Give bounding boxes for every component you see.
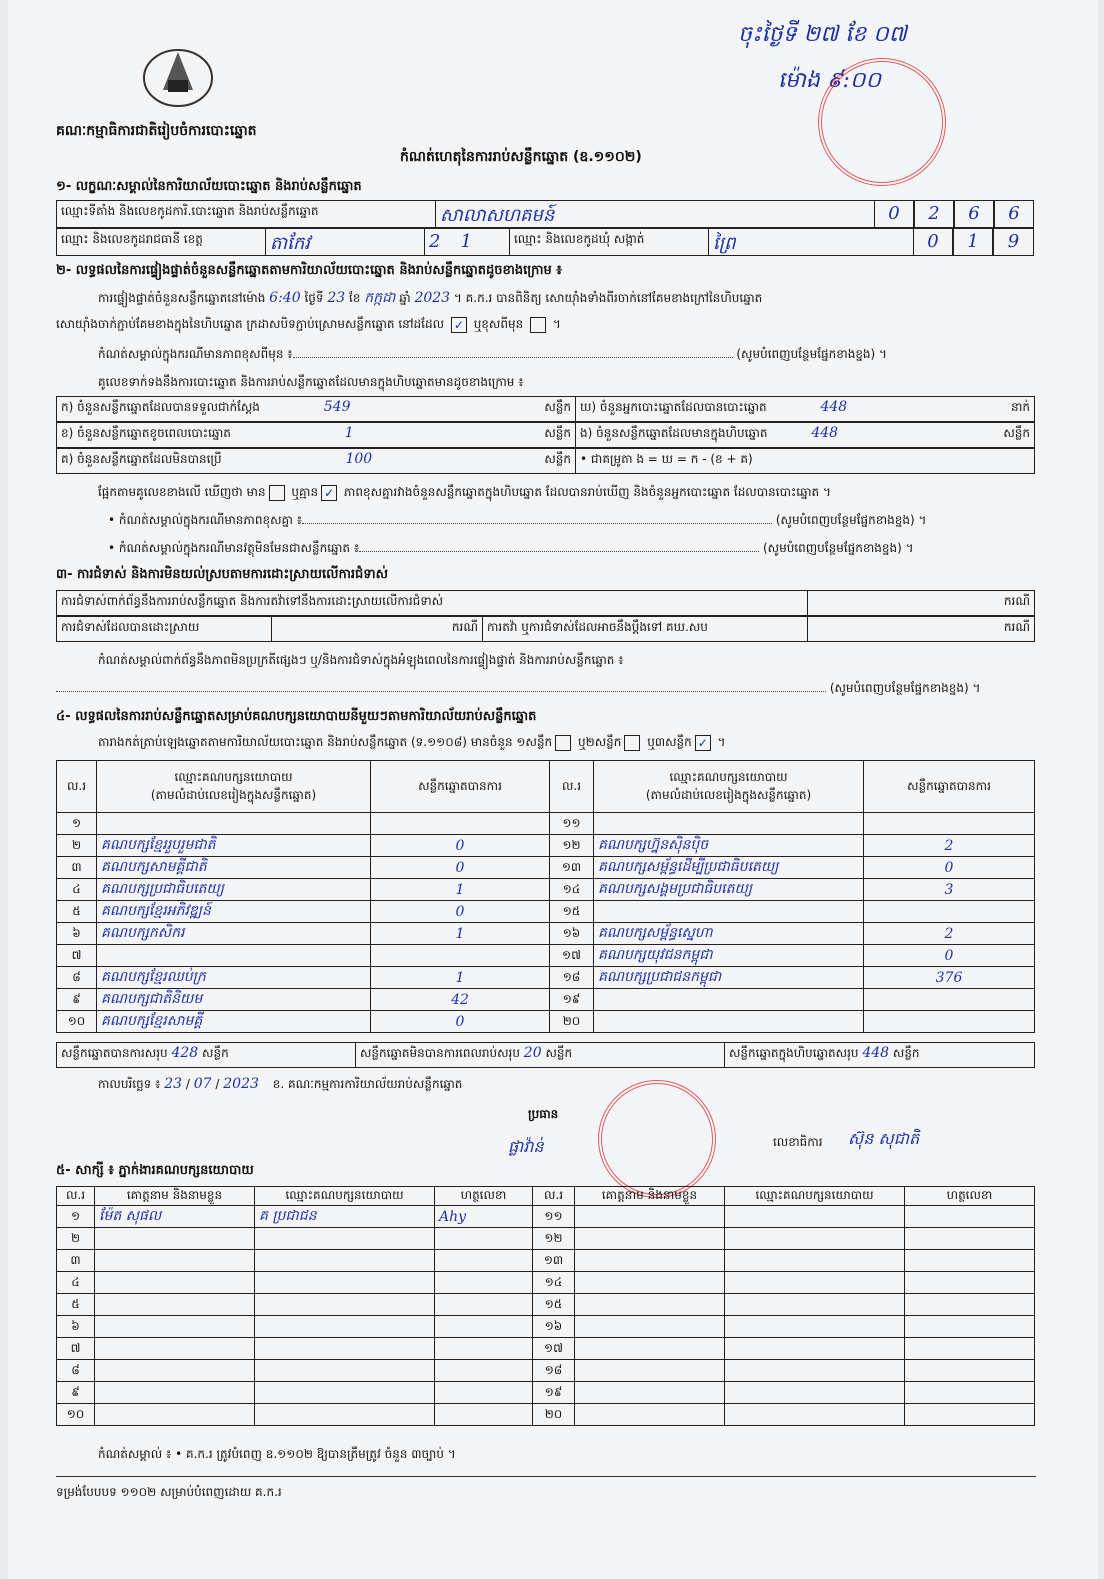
col-no: ល.រ [550, 761, 594, 813]
code-digit-1: 0 [874, 200, 914, 228]
cell-party [725, 1228, 905, 1250]
cell-party: គ ប្រជាជន [255, 1206, 435, 1228]
cell-party: គណបក្សប្រជាធិបតេយ្យ [97, 879, 371, 901]
table-row [57, 857, 550, 879]
cell-party [725, 1382, 905, 1404]
cell-no: ២០ [533, 1404, 575, 1426]
diff-yes-checkbox[interactable] [269, 485, 285, 501]
cell-no: ៣ [57, 1250, 95, 1272]
cell-party: គណបក្សកសិករ [97, 923, 371, 945]
col-no: ល.រ [57, 1187, 95, 1206]
resolved-case: ករណី [271, 616, 483, 642]
sheets-3-checkbox[interactable]: ✓ [695, 735, 711, 751]
cell-no: ១ [57, 1206, 95, 1228]
cell-no: ១៧ [550, 945, 594, 967]
row-spoiled: ខ) ចំនួនសន្លឹកឆ្នោតខូចពេលបោះឆ្នោត 1 សន្លឹក [56, 422, 576, 448]
cell-no: ៤ [57, 879, 97, 901]
check-day: 23 [327, 290, 346, 306]
cell-name: ម៉ែត សុផល [95, 1206, 255, 1228]
section5-heading: ៥- សាក្សី ៖ ភ្នាក់ងារគណបក្សនយោបាយ [56, 1163, 254, 1178]
table-row [550, 813, 1035, 835]
cell-no: ១ [57, 813, 97, 835]
table-row [57, 967, 550, 989]
row-formula: • ជាគម្រូតា ង = ឃ = ក - (ខ + គ) [575, 448, 1035, 474]
cell-no: ១៥ [550, 901, 594, 923]
cell-name [95, 1360, 255, 1382]
cell-no: ១១ [550, 813, 594, 835]
cell-name [575, 1294, 725, 1316]
date-line: កាលបរិច្ឆេទ ៖ 23 / 07 / 2023 ខ. គណៈកម្មការការិយាល័យរាប់សន្លឹកឆ្នោត [98, 1076, 463, 1092]
col-no: ល.រ [533, 1187, 575, 1206]
cell-party [97, 945, 371, 967]
committee-name: គណៈកម្មាធិការជាតិរៀបចំការបោះឆ្នោត [56, 123, 257, 139]
cell-no: ១៤ [550, 879, 594, 901]
president-signature: ផ្លាវ៉ាន់ [508, 1137, 544, 1156]
table-row [57, 835, 550, 857]
table-row [550, 989, 1035, 1011]
cell-sign [435, 1272, 533, 1294]
appeal-case: ករណី [807, 616, 1035, 642]
complaints-case: ករណី [807, 590, 1035, 616]
province-label: ឈ្មោះ និងលេខកូដរាជធានី ខេត្ត [56, 228, 266, 256]
cell-no: ២ [57, 835, 97, 857]
cell-no: ៩ [57, 1382, 95, 1404]
cell-party: គណបក្សខ្មែរឈប់ក្រ [97, 967, 371, 989]
cell-name [575, 1360, 725, 1382]
cell-votes: 376 [864, 967, 1035, 989]
cell-party [255, 1272, 435, 1294]
cell-party [725, 1294, 905, 1316]
cell-sign [435, 1360, 533, 1382]
commune-code-3: 9 [993, 228, 1034, 256]
cell-party [594, 1011, 864, 1033]
cell-no: ៥ [57, 1294, 95, 1316]
cell-name [575, 1382, 725, 1404]
ballot-count-form [8, 0, 1098, 1579]
cell-party: គណបក្សប្រជាជនកម្ពុជា [594, 967, 864, 989]
footer-note: កំណត់សម្គាល់ ៖ • គ.ក.រ ត្រូវបំពេញ ឧ.១១០២ ឱ្យបានត្រឹមត្រូវ ចំនួន ៣ច្បាប់ ។ [98, 1447, 456, 1461]
cell-no: ៥ [57, 901, 97, 923]
cell-no: ១៦ [533, 1316, 575, 1338]
cell-no: ១១ [533, 1206, 575, 1228]
col-no: ល.រ [57, 761, 97, 813]
col-votes: សន្លឹកឆ្នោតបានការ [864, 761, 1035, 813]
official-stamp-top [818, 58, 946, 186]
cell-name [95, 1228, 255, 1250]
table-row [57, 923, 550, 945]
cell-sign: Ahy [435, 1206, 533, 1228]
cell-votes: 1 [371, 879, 550, 901]
table-row [57, 1294, 1035, 1316]
cell-no: ១៣ [533, 1250, 575, 1272]
check-line-2: សោយ៉ាំងចាក់ភ្ជាប់គែមខាងក្នុងនៃហិបឆ្នោត ក្រដាសបិទភ្ជាប់ស្រោមសន្លឹកឆ្នោត នៅដដែល ✓ ឬខុសពីមុន ។ [56, 317, 561, 332]
cell-votes: 0 [864, 857, 1035, 879]
cell-no: ៧ [57, 1338, 95, 1360]
cell-no: ១៤ [533, 1272, 575, 1294]
diff-line: ផ្អែកតាមគូលេខខាងលើ ឃើញថា មាន ឬគ្មាន ✓ ភាពខុសគ្នារវាងចំនួនសន្លឹកឆ្នោតក្នុងហិបឆ្នោត ដែលបានរាប់ឃើញ និងចំនួនអ្នកបោះឆ្នោត ដែលបានបោះឆ្នោត ។ [98, 485, 831, 500]
cell-party [255, 1382, 435, 1404]
cell-votes: 42 [371, 989, 550, 1011]
cell-votes: 1 [371, 923, 550, 945]
cell-sign [435, 1382, 533, 1404]
commune-code-2: 1 [953, 228, 993, 256]
cell-name [575, 1272, 725, 1294]
cell-name [575, 1228, 725, 1250]
cell-no: ៤ [57, 1272, 95, 1294]
cell-sign [905, 1338, 1035, 1360]
check-month: កក្កដា [364, 290, 396, 306]
table-row [550, 901, 1035, 923]
check-year: 2023 [414, 290, 451, 306]
cell-no: ១៦ [550, 923, 594, 945]
cell-votes [371, 813, 550, 835]
cell-party [97, 813, 371, 835]
row-in-box: ង) ចំនួនសន្លឹកឆ្នោតដែលមានក្នុងហិបឆ្នោត 448 សន្លឹក [575, 422, 1035, 448]
cell-no: ១២ [533, 1228, 575, 1250]
cell-party [594, 901, 864, 923]
table-row [57, 1360, 1035, 1382]
form-note: ទម្រង់បែបបទ ១១០២ សម្រាប់បំពេញដោយ គ.ក.រ [56, 1485, 282, 1499]
location-label: ឈ្មោះទីតាំង និងលេខកូដការិ.បោះឆ្នោត និងរាប់សន្លឹកឆ្នោត [56, 200, 436, 228]
cell-no: ១៣ [550, 857, 594, 879]
col-party: ឈ្មោះគណបក្សនយោបាយ (តាមលំដាប់លេខរៀងក្នុងសន្លឹកឆ្នោត) [594, 761, 864, 813]
table-row [57, 1228, 1035, 1250]
cell-party: គណបក្សសម្ព័ន្ធដើម្បីប្រជាធិបតេយ្យ [594, 857, 864, 879]
cell-no: ៨ [57, 1360, 95, 1382]
cell-no: ១៧ [533, 1338, 575, 1360]
table-row [57, 989, 550, 1011]
cell-sign [905, 1404, 1035, 1426]
appeal-label: ការតវ៉ា ឬការជំទាស់ដែលអាចនឹងប្តឹងទៅ គឃ.សប [482, 616, 808, 642]
section3-heading: ៣- ការជំទាស់ និងការមិនយល់ស្របតាមការដោះស្រាយលើការជំទាស់ [56, 567, 388, 582]
cell-votes: 2 [864, 835, 1035, 857]
cell-no: ៦ [57, 1316, 95, 1338]
table-row [550, 967, 1035, 989]
cell-no: ២ [57, 1228, 95, 1250]
province-value: តាកែវ [265, 228, 425, 256]
cell-name [95, 1250, 255, 1272]
cell-no: ៨ [57, 967, 97, 989]
cell-party [594, 813, 864, 835]
cell-name [95, 1382, 255, 1404]
numbers-intro: គូលេខទាក់ទងនឹងការបោះឆ្នោត និងការរាប់សន្លឹកឆ្នោតដែលមានក្នុងហិបឆ្នោតមានដូចខាងក្រោម ៖ [98, 375, 524, 389]
row-unused: គ) ចំនួនសន្លឹកឆ្នោតដែលមិនបានប្រើ 100 សន្លឹក [56, 448, 576, 474]
cell-party [255, 1360, 435, 1382]
cell-votes: 0 [371, 857, 550, 879]
cell-no: ៩ [57, 989, 97, 1011]
nec-logo [138, 40, 218, 110]
note-diff: • កំណត់សម្គាល់ក្នុងករណីមានភាពខុសគ្នា ៖ (សូមបំពេញបន្ថែមផ្នែកខាងខ្នង) ។ [108, 513, 927, 527]
cell-party [725, 1360, 905, 1382]
cell-name [575, 1250, 725, 1272]
col-sign: ហត្ថលេខា [905, 1187, 1035, 1206]
cell-sign [435, 1294, 533, 1316]
cell-no: ២០ [550, 1011, 594, 1033]
cell-sign [435, 1404, 533, 1426]
cell-sign [905, 1206, 1035, 1228]
table-row [550, 879, 1035, 901]
cell-sign [905, 1294, 1035, 1316]
cell-name [95, 1404, 255, 1426]
cell-votes: 1 [371, 967, 550, 989]
complaints-row: ការជំទាស់ពាក់ព័ន្ធនឹងការរាប់សន្លឹកឆ្នោត និងការតវ៉ាទៅនឹងការដោះស្រាយលើការជំទាស់ [56, 590, 808, 616]
table-row [57, 1338, 1035, 1360]
row-received: ក) ចំនួនសន្លឹកឆ្នោតដែលបានទទួលជាក់ស្តែង 549 សន្លឹក [56, 396, 576, 422]
check-time: 6:40 [269, 290, 301, 306]
cell-party [594, 989, 864, 1011]
row-voters: ឃ) ចំនួនអ្នកបោះឆ្នោតដែលបានបោះឆ្នោត 448 នាក់ [575, 396, 1035, 422]
table-row [57, 879, 550, 901]
code-digit-4: 6 [994, 200, 1034, 228]
secretary-name: ស៊ុន សុជាតិ [848, 1129, 920, 1148]
sheets-2-checkbox[interactable] [624, 735, 640, 751]
col-party: ឈ្មោះគណបក្សនយោបាយ [725, 1187, 905, 1206]
col-votes: សន្លឹកឆ្នោតបានការ [371, 761, 550, 813]
form-title: កំណត់ហេតុនៃការរាប់សន្លឹកឆ្នោត (ឧ.១១០២) [400, 149, 642, 165]
cell-party [725, 1404, 905, 1426]
witness-table [56, 1186, 1035, 1426]
cell-sign [905, 1250, 1035, 1272]
top-note-line1: ចុះថ្ងៃទី ២៧ ខែ ០៧ [738, 22, 907, 47]
col-name: គោត្តនាម និងនាមខ្លួន [95, 1187, 255, 1206]
cell-party [255, 1250, 435, 1272]
total-valid: សន្លឹកឆ្នោតបានការសរុប 428 សន្លឹក [56, 1042, 356, 1068]
commune-value: ព្រៃ [708, 228, 914, 256]
table-row [550, 857, 1035, 879]
col-name: គោត្តនាម និងនាមខ្លួន [575, 1187, 725, 1206]
diff-no-checkbox[interactable]: ✓ [321, 485, 337, 501]
province-code: 21 [424, 228, 510, 256]
cell-votes [864, 1011, 1035, 1033]
section3-note-line: (សូមបំពេញបន្ថែមផ្នែកខាងខ្នង) ។ [56, 680, 1041, 698]
cell-sign [435, 1228, 533, 1250]
commune-label: ឈ្មោះ និងលេខកូដឃុំ សង្កាត់ [509, 228, 709, 256]
cell-sign [435, 1250, 533, 1272]
table-row [57, 945, 550, 967]
cell-votes [864, 901, 1035, 923]
total-invalid: សន្លឹកឆ្នោតមិនបានការពេលរាប់សរុប 20 សន្លឹក [355, 1042, 725, 1068]
cell-name [95, 1272, 255, 1294]
cell-votes: 0 [371, 901, 550, 923]
cell-sign [905, 1272, 1035, 1294]
president-label: ប្រធាន [528, 1107, 559, 1121]
cell-name [95, 1316, 255, 1338]
table-row [57, 901, 550, 923]
cell-sign [905, 1316, 1035, 1338]
cell-party [725, 1338, 905, 1360]
table-row [550, 923, 1035, 945]
table-row [550, 1011, 1035, 1033]
changed-checkbox[interactable] [530, 317, 546, 333]
table-row [57, 813, 550, 835]
cell-party: គណបក្សសម្ព័ន្ធស្នេហា [594, 923, 864, 945]
cell-no: ១០ [57, 1011, 97, 1033]
cell-no: ៣ [57, 857, 97, 879]
same-checkbox[interactable]: ✓ [451, 317, 467, 333]
cell-no: ១៩ [533, 1382, 575, 1404]
cell-votes: 2 [864, 923, 1035, 945]
cell-votes [864, 813, 1035, 835]
section4-intro: តារាងកត់ត្រាប់ឡេងឆ្នោតតាមការិយាល័យបោះឆ្នោត និងរាប់សន្លឹកឆ្នោត (ទ.១១០៨) មានចំនួន ១សន្លឹក ឬ២សន្លឹក ឬ៣សន្លឹក ✓ ។ [98, 735, 726, 750]
cell-no: ១៨ [550, 967, 594, 989]
cell-votes [371, 945, 550, 967]
cell-no: ១៩ [550, 989, 594, 1011]
section3-note: កំណត់សម្គាល់ពាក់ព័ន្ធនឹងភាពមិនប្រក្រតីផ្សេងៗ ឬ/និងការជំទាស់ក្នុងអំឡុងពេលនៃការផ្ទៀងផ្ទាត់ និងការរាប់សន្លឹកឆ្នោត ៖ [98, 653, 624, 667]
section4-heading: ៤- លទ្ធផលនៃការរាប់សន្លឹកឆ្នោតសម្រាប់គណបក្សនយោបាយនីមួយៗតាមការិយាល័យរាប់សន្លឹកឆ្នោត [56, 709, 537, 724]
cell-no: ១២ [550, 835, 594, 857]
cell-party [255, 1228, 435, 1250]
cell-sign [435, 1316, 533, 1338]
footer-rule [56, 1476, 1036, 1477]
table-row [57, 1316, 1035, 1338]
table-row [57, 1250, 1035, 1272]
section1-heading: ១- លក្ខណៈសម្គាល់នៃការិយាល័យបោះឆ្នោត និងរាប់សន្លឹកឆ្នោត [56, 179, 362, 194]
cell-party: គណបក្សហ្វ៊ុនស៊ិនប៉ិច [594, 835, 864, 857]
top-note-line2: ម៉ោង ៩:០០ [778, 68, 882, 93]
cell-name [575, 1338, 725, 1360]
cell-votes: 0 [864, 945, 1035, 967]
cell-votes: 0 [371, 1011, 550, 1033]
col-party: ឈ្មោះគណបក្សនយោបាយ [255, 1187, 435, 1206]
cell-votes: 3 [864, 879, 1035, 901]
cell-sign [905, 1382, 1035, 1404]
table-row [550, 945, 1035, 967]
table-row [57, 1404, 1035, 1426]
cell-name [575, 1206, 725, 1228]
cell-party [255, 1338, 435, 1360]
results-table-left [56, 760, 550, 1033]
code-digit-3: 6 [954, 200, 994, 228]
cell-no: ១៥ [533, 1294, 575, 1316]
cell-votes: 0 [371, 835, 550, 857]
total-box: សន្លឹកឆ្នោតក្នុងហិបឆ្នោតសរុប 448 សន្លឹក [724, 1042, 1035, 1068]
col-party: ឈ្មោះគណបក្សនយោបាយ (តាមលំដាប់លេខរៀងក្នុងសន្លឹកឆ្នោត) [97, 761, 371, 813]
cell-party: គណបក្សសាមគ្គីជាតិ [97, 857, 371, 879]
cell-party: គណបក្សយុវជនកម្ពុជា [594, 945, 864, 967]
note-changed: កំណត់សម្គាល់ក្នុងករណីមានភាពខុសពីមុន ៖ (សូមបំពេញបន្ថែមផ្នែកខាងខ្នង) ។ [98, 347, 887, 361]
table-row [57, 1206, 1035, 1228]
cell-party: គណបក្សខ្មែររួបរួមជាតិ [97, 835, 371, 857]
table-row [57, 1011, 550, 1033]
cell-party: គណបក្សខ្មែរសាមគ្គី [97, 1011, 371, 1033]
cell-party [255, 1294, 435, 1316]
cell-sign [905, 1360, 1035, 1382]
cell-name [95, 1338, 255, 1360]
cell-name [575, 1316, 725, 1338]
cell-votes [864, 989, 1035, 1011]
cell-party [725, 1316, 905, 1338]
official-stamp-bottom [598, 1080, 716, 1198]
location-value: សាលាសហគមន៍ [435, 200, 875, 228]
secretary-label: លេខាធិការ [773, 1135, 823, 1149]
cell-no: ៦ [57, 923, 97, 945]
table-row [57, 1382, 1035, 1404]
cell-party [725, 1206, 905, 1228]
cell-party [255, 1316, 435, 1338]
check-line-1: ការផ្ទៀងផ្ទាត់ចំនួនសន្លឹកឆ្នោតនៅម៉ោង 6:40 ថ្ងៃទី 23 ខែ កក្កដា ឆ្នាំ 2023 ។ គ.ក.រ បានពិនិត្យ សោយ៉ាំងទាំងពីរចាក់នៅគែមខាងក្រៅនៃហិបឆ្នោត [98, 290, 763, 306]
table-row [57, 1272, 1035, 1294]
cell-party [725, 1250, 905, 1272]
cell-party: គណបក្សខ្មែរអភិវឌ្ឍន៍ [97, 901, 371, 923]
results-table-right [549, 760, 1035, 1033]
commune-code-1: 0 [913, 228, 953, 256]
cell-sign [435, 1338, 533, 1360]
col-sign: ហត្ថលេខា [435, 1187, 533, 1206]
cell-name [575, 1404, 725, 1426]
cell-name [95, 1294, 255, 1316]
cell-party [725, 1272, 905, 1294]
section2-heading: ២- លទ្ធផលនៃការផ្ទៀងផ្ទាត់ចំនួនសន្លឹកឆ្នោតតាមការិយាល័យបោះឆ្នោត និងរាប់សន្លឹកឆ្នោតដូចខាងក្រោម ៖ [56, 263, 562, 278]
cell-no: ៧ [57, 945, 97, 967]
cell-no: ១០ [57, 1404, 95, 1426]
cell-party [255, 1404, 435, 1426]
cell-sign [905, 1228, 1035, 1250]
note-object: • កំណត់សម្គាល់ក្នុងករណីមានវត្ថុមិនមែនជាសន្លឹកឆ្នោត ៖ (សូមបំពេញបន្ថែមផ្នែកខាងខ្នង) ។ [108, 541, 914, 555]
cell-party: គណបក្សជាតិនិយម [97, 989, 371, 1011]
sheets-1-checkbox[interactable] [555, 735, 571, 751]
cell-party: គណបក្សសង្គមប្រជាធិបតេយ្យ [594, 879, 864, 901]
code-digit-2: 2 [914, 200, 954, 228]
resolved-label: ការជំទាស់ដែលបានដោះស្រាយ [56, 616, 272, 642]
table-row [550, 835, 1035, 857]
cell-no: ១៨ [533, 1360, 575, 1382]
